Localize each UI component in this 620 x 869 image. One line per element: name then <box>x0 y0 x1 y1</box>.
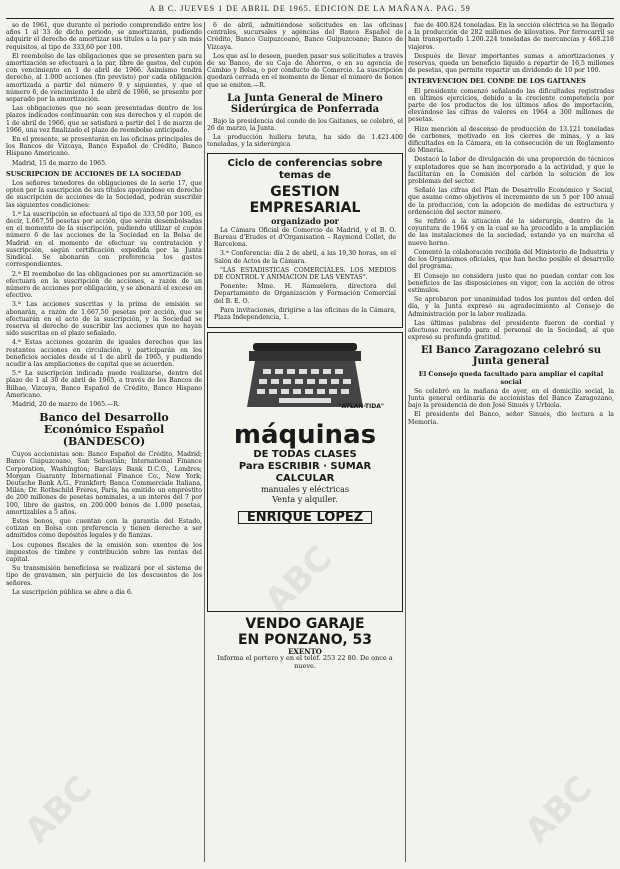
paragraph: Señaló las cifras del Plan de Desarrollo Económico y Social, que asume como objetivos el incremento de un 5 por 100 anual de la producción, con la adopción de medidas de estructura y ordenación del sector minero. <box>408 187 614 216</box>
paragraph: Destacó la labor de divulgación de una proporción de técnicos y explotadores que se han incorporado a la actividad, y que le facilitarán en la Comisión del carbón la solución de los problemas del sector. <box>408 156 614 186</box>
ad-main-title: GESTION EMPRESARIAL <box>249 183 361 216</box>
article-headline: Banco del Desarrollo Económico Español (BANDESCO) <box>39 411 169 449</box>
paragraph: Los que así lo deseen, pueden pasar sus solicitudes a través de su Banco, de su Caja de Ahorros, o en su agencia de Cambio y Bolsa, o por conducto de Comercio. La suscripción quedará cerrada en el momento de llenar el número de bonos que se emiten.—R. <box>207 52 403 89</box>
paragraph: 5.ª La suscripción indicada puede realizarse, dentro del plazo de 1 al 30 de abril de 1965, a través de los Bancos de Bilbao, Vizcaya, Banco Español de Crédito, Banco Hispano Americano. <box>6 370 202 399</box>
ad-model-tag: "ATLAN-TIDA" <box>338 403 384 411</box>
subheading: El Consejo queda facultado para ampliar el capital social <box>418 370 604 386</box>
paragraph: so de 1961, que durante el periodo comprendido entre los años 1 al 33 de dicho periodo, se amortizarán, pudiendo adquirir el derecho de amortizar sus títulos a la par y sin más requisitos, al tipo de 333,60 por 100. <box>6 22 202 51</box>
ad-brand: ENRIQUE LOPEZ <box>238 511 372 524</box>
paragraph: Los cupones fiscales de la emisión son: exentos de los impuestos de timbre y contribución sobre las rentas del capital. <box>6 541 202 563</box>
paragraph: El Consejo no considera justo que no puedan contar con los beneficios de las disposiciones en vigor, con la acción de otros estímulos. <box>408 272 614 294</box>
paragraph: La suscripción pública se abre a día 6. <box>12 588 133 596</box>
ad-line: DE TODAS CLASES <box>253 449 357 461</box>
ad-subtitle: organizado por <box>271 215 339 226</box>
paragraph: El presidente del Banco, señor Sinués, dio lectura a la Memoria. <box>408 411 614 426</box>
ad-line: Venta y alquiler. <box>272 495 338 505</box>
ad-line: Para ESCRIBIR · SUMAR <box>238 461 372 473</box>
page-header: A B C. JUEVES 1 DE ABRIL DE 1965. EDICION DE LA MAÑANA. PAG. 59 <box>149 4 471 13</box>
subheading: SUSCRIPCION DE ACCIONES DE LA SOCIEDAD <box>6 169 182 178</box>
column-3 <box>408 22 614 862</box>
column-1 <box>6 22 202 862</box>
paragraph: fue de 400.824 toneladas. En la sección eléctrica se ha llegado a la producción de 282 millones de kilovatios. Por ferrocarril se han transportado 1.200.224 toneladas de mercancías y 468.218 viajeros. <box>408 22 614 51</box>
subheading: INTERVENCION DEL CONDE DE LOS GAITANES <box>408 77 586 86</box>
paragraph: Las últimas palabras del presidente fueron de cordial y afectuoso recuerdo para el personal de la Sociedad, al que expresó su profunda gratitud. <box>408 319 614 342</box>
paragraph: El presidente comenzó señalando las dificultades registradas en últimos ejercicios, debido a la creciente competencia por parte de los productos de los últimos años de importación, elevándose las cifras de valores en 1964 a 300 millones de pesetas. <box>408 87 614 124</box>
paragraph: 4.ª Estas acciones gozarán de iguales derechos que las restantes acciones en circulación, y participarán en los beneficios sociales desde el 1 de abril de 1965, y pudiendo acudir a las ampliaciones de capital que se acuerden. <box>6 339 202 368</box>
paragraph: Los señores tenedores de obligaciones de la serie 17, que opten por la suscripción de sus títulos apoyándose en derecho de suscripción de acciones de la Sociedad, podrán suscribir las siguientes condiciones: <box>6 180 202 209</box>
paragraph: Cuyos accionistas son: Banco Español de Crédito, Madrid; Banco Guipuzcoano, San Sebastián; International Finance Corporation, Washington; Barclays Bank D.C.O., Londres; Morgan Guaranty International Finance Co., New York; Deutsche Bank A.G., Frankfort; Banca Commerciale Italiana, Milán; Dr. Rothschild Frères, París, ha emitido un empréstito de 200 millones de pesetas nominales, a un interés del 7 por 100, libre de gastos, en 200.000 bonos de 1.000 pesetas, amortizables a 5 años. <box>6 451 202 516</box>
ad-line: manuales y eléctricas <box>261 485 349 495</box>
paragraph: 1.ª La suscripción se efectuará al tipo de 333,50 por 100, es decir, 1.667,50 pesetas por acción, que serán desembolsadas en el momento de la suscripción, pudiendo utilizar el cupón número 6 de las acciones de la Sociedad en la Bolsa de Madrid en el momento de efectuar su contratación y suscripción, según certificación expedida por la Junta Sindical. Se abonarán con preferencia los gastos correspondientes. <box>6 210 202 269</box>
ad-paragraph: Para invitaciones, dirigirse a las oficinas de la Cámara, Plaza Independencia, 1. <box>214 306 396 322</box>
ad-paragraph: La Cámara Oficial de Comercio de Madrid, y el B. O. Bureau d'Etudes et d'Organisation – Raymond Collet, de Barcelona. <box>214 226 396 249</box>
article-headline: El Banco Zaragozano celebró su Junta general <box>420 345 602 368</box>
ad-paragraph: "LAS ESTADISTICAS COMERCIALES. LOS MEDIOS DE CONTROL Y ANIMACION DE LAS VENTAS". <box>214 266 396 282</box>
paragraph: 6 de abril, admitiéndose solicitudes en las oficinas centrales, sucursales y agencias del Banco Español de Crédito, Banco Guipuzcoano, Banco Guipuzcoano; Banco de Vizcaya. <box>207 22 403 51</box>
paragraph: Su transmisión beneficiosa se realizará por el sistema de tipo de gravamen, sin perjuicio de los descuentos de los señores. <box>6 565 202 587</box>
ad-line: VENDO GARAJE <box>245 616 365 633</box>
ad-line: EN PONZANO, 53 <box>237 632 372 649</box>
dateline: Madrid, 15 de marzo de 1965. <box>12 159 108 167</box>
paragraph: En el presente, se presentarán en las oficinas principales de los Bancos de Vizcaya, Banco Español de Crédito, Banco Hispano Americano. <box>6 136 202 158</box>
paragraph: Se refirió a la situación de la siderurgia, dentro de la coyuntura de 1964 y en la cual se ha procedido a la ampliación de las instalaciones de la sociedad, estando ya en marcha el nuevo horno. <box>408 218 614 247</box>
ad-paragraph: Ponente: Mme. H. Ramuelera, directora del Departamento de Organización y Formación Comercial del B. E. O. <box>214 283 396 305</box>
column-divider <box>405 22 406 862</box>
paragraph: Bajo la presidencia del conde de los Gaitanes, se celebró, el 26 de marzo, la Junta. <box>207 117 403 133</box>
garage-classified-ad <box>207 616 403 670</box>
ad-line: Informa el portero y en el teléf. 253 22 80. De once a nueve. <box>217 654 393 670</box>
dateline: Madrid, 20 de marzo de 1965.—R. <box>12 400 120 408</box>
ad-paragraph: 3.ª Conferencia: día 2 de abril, a las 19,30 horas, en el Salón de Actos de la Cámara. <box>214 250 396 265</box>
paragraph: 3.ª Las acciones suscritas y la prima de emisión se abonarán, a razón de 1.667,50 pesetas por acción, que se efectuarán en el acto de la suscripción, y la Sociedad se reserva el derecho de suscribir las acciones que no hayan sido suscritas en el plazo señalado. <box>6 301 202 338</box>
paragraph: Se celebró en la mañana de ayer, en el domicilio social, la Junta general ordinaria de accionistas del Banco Zaragozano, bajo la presidencia de don José Sinués y Urbiola. <box>408 387 614 410</box>
article-headline: La Junta General de Minero Siderúrgica de Ponferrada <box>227 92 383 115</box>
column-divider <box>204 22 205 862</box>
column-2 <box>207 22 403 862</box>
paragraph: Hizo mención al descenso de producción de 13.121 toneladas de carbones, motivado en los cierres de minas, y a las dificultades en la Cámara, en la consecución de un Reglamento de Minería. <box>408 125 614 155</box>
watermark: ABC <box>517 768 601 852</box>
paragraph: Después de llevar importantes sumas a amortizaciones y reservas, queda un beneficio líquido a repartir de 16,5 millones de pesetas, que permite repartir un dividendo de 10 por 100. <box>408 52 614 75</box>
paragraph: 2.ª El reembolso de las obligaciones por su amortización se efectuará en la suscripción de acciones, a razón de un número de acciones por obligación, y se abonará el exceso en efectivo. <box>6 270 202 300</box>
watermark: ABC <box>17 768 101 852</box>
watermark: ABC <box>257 538 341 622</box>
paragraph: Comentó la colaboración recibida del Ministerio de Industria y de los Organismos oficiales, que han hecho posible el desarrollo del programa. <box>408 248 614 271</box>
paragraph: La producción hullera bruta, ha sido de 1.421.400 toneladas, y la siderúrgica <box>207 134 403 149</box>
header-rule <box>6 18 614 19</box>
paragraph: Se aprobaron por unanimidad todos los puntos del orden del día, y la Junta expresó su agradecimiento al Consejo de Administración por la labor realizada. <box>408 296 614 318</box>
paragraph: Estos bonos, que cuentan con la garantía del Estado, cotizan en Bolsa con preferencia y tienen derecho a ser admitidos como depósitos legales y de fianzas. <box>6 517 202 540</box>
paragraph: Las obligaciones que no sean presentadas dentro de los plazos indicados continuarán con sus derechos y el cupón de 1 de abril de 1966, que se satisfará a partir del 1 de marzo de 1966, una vez finalizado el plazo de reembolso anticipado. <box>6 105 202 134</box>
ad-title: Ciclo de conferencias sobre temas de <box>227 157 383 181</box>
ad-line: CALCULAR <box>275 473 335 485</box>
ad-line: EXENTO <box>288 647 322 657</box>
conference-advertisement <box>207 153 403 329</box>
ad-headline: máquinas <box>233 420 377 451</box>
paragraph: El reembolso de las obligaciones que se presenten para su amortización se efectuará a la par, libre de gastos, del cupón con vencimiento en 1 de abril de 1966. Asimismo tendrá derecho, al 1.000 acciones (fin previsto) por cada obligación amortizada a partir del número 9 y siguientes, y que el número 6, de vencimiento 1 de abril de 1966, se presente por separado por la amortización. <box>6 52 202 104</box>
